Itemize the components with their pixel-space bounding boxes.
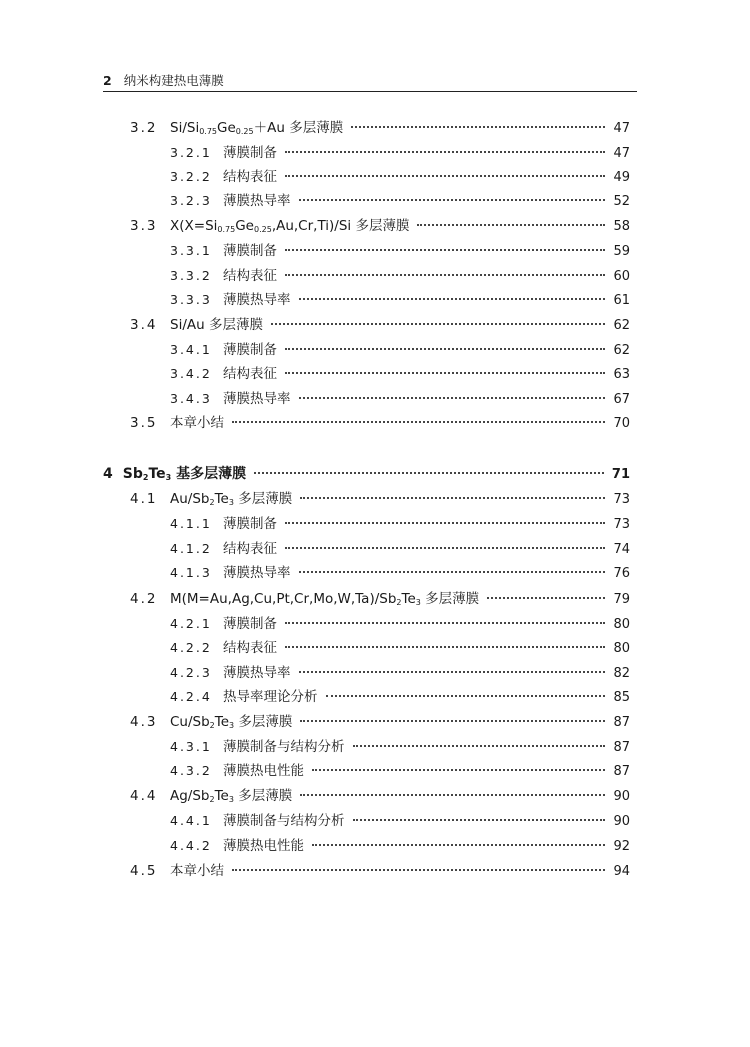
toc-entry[interactable] (130, 859, 630, 883)
toc-leader-dots (299, 198, 606, 201)
toc-entry-number: 4.2.3 (170, 665, 212, 680)
toc-leader-dots (285, 150, 605, 153)
toc-leader-dots (232, 868, 605, 871)
toc-entry-number: 4.1.3 (170, 565, 212, 580)
toc-entry-title: 结构表征 (223, 268, 277, 284)
toc-entry-title: 薄膜热导率 (223, 565, 291, 581)
toc-entry-title: 热导率理论分析 (223, 689, 318, 705)
toc-entry-page: 80 (613, 617, 630, 632)
toc-entry-title: 薄膜热电性能 (223, 838, 304, 854)
toc-entry-title: 薄膜制备 (223, 516, 277, 532)
toc-entry-title: $Sb_2Te_3$ 基多层薄膜 (122, 466, 247, 482)
toc-entry[interactable] (130, 784, 630, 808)
toc-entry-page: 52 (613, 194, 630, 209)
toc-leader-dots (285, 347, 605, 350)
toc-entry[interactable] (170, 759, 630, 783)
toc-entry-number: 4.3 (130, 714, 158, 730)
toc-entry-title: 薄膜热导率 (223, 665, 291, 681)
toc-entry-number: 4.4.1 (170, 813, 212, 828)
toc-leader-dots (285, 621, 605, 624)
toc-leader-dots (326, 694, 606, 697)
toc-leader-dots (271, 322, 606, 325)
toc-entry-title: 薄膜制备与结构分析 (223, 739, 345, 755)
toc-entry[interactable] (170, 288, 630, 312)
toc-entry[interactable] (170, 387, 630, 411)
toc-entry-number: 4.1 (130, 491, 158, 507)
toc-entry-number: 4.2.1 (170, 616, 212, 631)
toc-entry-number: 4.1.1 (170, 516, 212, 531)
toc-entry[interactable] (170, 561, 630, 585)
toc-entry-number: 3.5 (130, 415, 158, 431)
toc-entry-number: 4.4.2 (170, 838, 212, 853)
toc-entry[interactable] (130, 487, 630, 511)
toc-entry-number: 4.3.1 (170, 739, 212, 754)
toc-entry-number: 3.4.1 (170, 342, 212, 357)
toc-entry[interactable] (130, 710, 630, 734)
toc-entry-title: 结构表征 (223, 169, 277, 185)
toc-entry-title: Si/Au 多层薄膜 (170, 317, 263, 333)
toc-entry-page: 87 (613, 764, 630, 779)
toc-entry-page: 90 (613, 789, 630, 804)
running-title: 纳米构建热电薄膜 (123, 73, 224, 88)
toc-entry-title: 本章小结 (170, 415, 224, 431)
toc-entry-title: 结构表征 (223, 366, 277, 382)
toc-entry-page: 67 (613, 392, 630, 407)
toc-entry[interactable] (130, 116, 630, 140)
toc-entry-page: 58 (613, 219, 630, 234)
toc-entry[interactable] (170, 141, 630, 165)
toc-entry[interactable] (170, 834, 630, 858)
toc-entry-page: 47 (613, 121, 630, 136)
toc-entry-title: 结构表征 (223, 640, 277, 656)
toc-leader-dots (299, 396, 606, 399)
toc-leader-dots (285, 371, 605, 374)
toc-entry-number: 3.4.3 (170, 391, 212, 406)
toc-entry[interactable] (170, 537, 630, 561)
toc-entry-number: 3.3.3 (170, 292, 212, 307)
toc-entry[interactable] (170, 661, 630, 685)
toc-entry-page: 70 (613, 416, 630, 431)
toc-entry-title: $Cu/Sb_2Te_3$ 多层薄膜 (170, 714, 293, 730)
toc-entry-number: 4.3.2 (170, 763, 212, 778)
toc-leader-dots (312, 843, 605, 846)
toc-entry-title: 薄膜热电性能 (223, 763, 304, 779)
toc-entry-page: 60 (613, 269, 630, 284)
toc-leader-dots (285, 546, 605, 549)
toc-entry[interactable] (170, 809, 630, 833)
page-number: 2 (103, 73, 112, 88)
toc-entry-page: 90 (613, 814, 630, 829)
toc-entry[interactable] (170, 735, 630, 759)
toc-entry[interactable] (103, 462, 630, 486)
toc-entry-title: 薄膜制备与结构分析 (223, 813, 345, 829)
toc-leader-dots (285, 521, 605, 524)
toc-entry-number: 4 (103, 466, 113, 482)
toc-entry-number: 3.2.2 (170, 169, 212, 184)
toc-leader-dots (351, 125, 605, 128)
toc-entry-number: 3.4 (130, 317, 158, 333)
toc-entry-number: 3.3.1 (170, 243, 212, 258)
toc-entry-number: 4.2.4 (170, 689, 212, 704)
toc-entry-number: 3.2 (130, 120, 158, 136)
toc-entry-title: $Si/Si_{0.75}Ge_{0.25}+Au$ 多层薄膜 (170, 120, 344, 136)
toc-leader-dots (487, 596, 605, 599)
toc-entry-title: 薄膜制备 (223, 145, 277, 161)
toc-leader-dots (285, 174, 605, 177)
toc-entry[interactable] (170, 636, 630, 660)
toc-entry-title: 薄膜热导率 (223, 292, 291, 308)
toc-entry-title: $Au/Sb_2Te_3$ 多层薄膜 (170, 491, 293, 507)
toc-entry[interactable] (170, 264, 630, 288)
toc-entry[interactable] (170, 165, 630, 189)
toc-leader-dots (299, 670, 606, 673)
toc-entry[interactable] (170, 512, 630, 536)
toc-entry-number: 4.4 (130, 788, 158, 804)
toc-entry[interactable] (130, 313, 630, 337)
toc-leader-dots (417, 223, 605, 226)
toc-entry-title: $M(M=Au,Ag,Cu,Pt,Cr,Mo,W,Ta)/Sb_2Te_3$ 多层薄膜 (170, 591, 480, 607)
toc-entry-page: 87 (613, 715, 630, 730)
toc-entry-title: 结构表征 (223, 541, 277, 557)
toc-entry[interactable] (130, 411, 630, 435)
toc-entry-page: 73 (613, 492, 630, 507)
toc-leader-dots (312, 768, 605, 771)
toc-entry-number: 3.3.2 (170, 268, 212, 283)
toc-entry-page: 73 (613, 517, 630, 532)
toc-entry-page: 74 (613, 542, 630, 557)
toc-leader-dots (353, 744, 606, 747)
toc-entry-page: 85 (613, 690, 630, 705)
toc-entry-title: 薄膜制备 (223, 342, 277, 358)
toc-entry-page: 62 (613, 318, 630, 333)
toc-entry-page: 92 (613, 839, 630, 854)
toc-leader-dots (300, 719, 605, 722)
toc-entry-page: 61 (613, 293, 630, 308)
toc-entry-page: 63 (613, 367, 630, 382)
toc-entry[interactable] (170, 338, 630, 362)
toc-entry-page: 59 (613, 244, 630, 259)
toc-leader-dots (254, 471, 604, 474)
toc-entry-title: 薄膜热导率 (223, 391, 291, 407)
toc-entry[interactable] (170, 685, 630, 709)
toc-entry[interactable] (170, 239, 630, 263)
toc-entry-page: 76 (613, 566, 630, 581)
toc-entry[interactable] (170, 612, 630, 636)
toc-entry-page: 87 (613, 740, 630, 755)
toc-leader-dots (285, 248, 605, 251)
toc-entry-title: $X(X=Si_{0.75}Ge_{0.25},Au,Cr,Ti)/Si$ 多层薄膜 (170, 218, 410, 234)
toc-leader-dots (300, 496, 605, 499)
toc-entry-number: 3.4.2 (170, 366, 212, 381)
toc-leader-dots (300, 793, 605, 796)
toc-leader-dots (285, 645, 605, 648)
toc-entry-title: 薄膜热导率 (223, 193, 291, 209)
toc-entry-page: 71 (611, 467, 630, 482)
toc-entry[interactable] (170, 189, 630, 213)
toc-leader-dots (232, 420, 605, 423)
toc-leader-dots (285, 273, 605, 276)
running-header (103, 71, 637, 92)
toc-leader-dots (353, 818, 606, 821)
toc-entry-number: 3.2.1 (170, 145, 212, 160)
toc-entry[interactable] (130, 214, 630, 238)
toc-leader-dots (299, 297, 606, 300)
toc-entry-title: 本章小结 (170, 863, 224, 879)
toc-entry-page: 80 (613, 641, 630, 656)
toc-entry-page: 79 (613, 592, 630, 607)
toc-entry-title: 薄膜制备 (223, 616, 277, 632)
toc-entry-number: 3.3 (130, 218, 158, 234)
toc-entry-number: 4.1.2 (170, 541, 212, 556)
toc-entry[interactable] (170, 362, 630, 386)
toc-entry-page: 49 (613, 170, 630, 185)
toc-entry-number: 4.2 (130, 591, 158, 607)
toc-entry[interactable] (130, 587, 630, 611)
toc-entry-number: 3.2.3 (170, 193, 212, 208)
toc-entry-number: 4.5 (130, 863, 158, 879)
toc-entry-page: 82 (613, 666, 630, 681)
toc-entry-page: 47 (613, 146, 630, 161)
toc-leader-dots (299, 570, 606, 573)
toc-entry-title: $Ag/Sb_2Te_3$ 多层薄膜 (170, 788, 293, 804)
toc-entry-number: 4.2.2 (170, 640, 212, 655)
toc-entry-title: 薄膜制备 (223, 243, 277, 259)
toc-entry-page: 94 (613, 864, 630, 879)
toc-entry-page: 62 (613, 343, 630, 358)
